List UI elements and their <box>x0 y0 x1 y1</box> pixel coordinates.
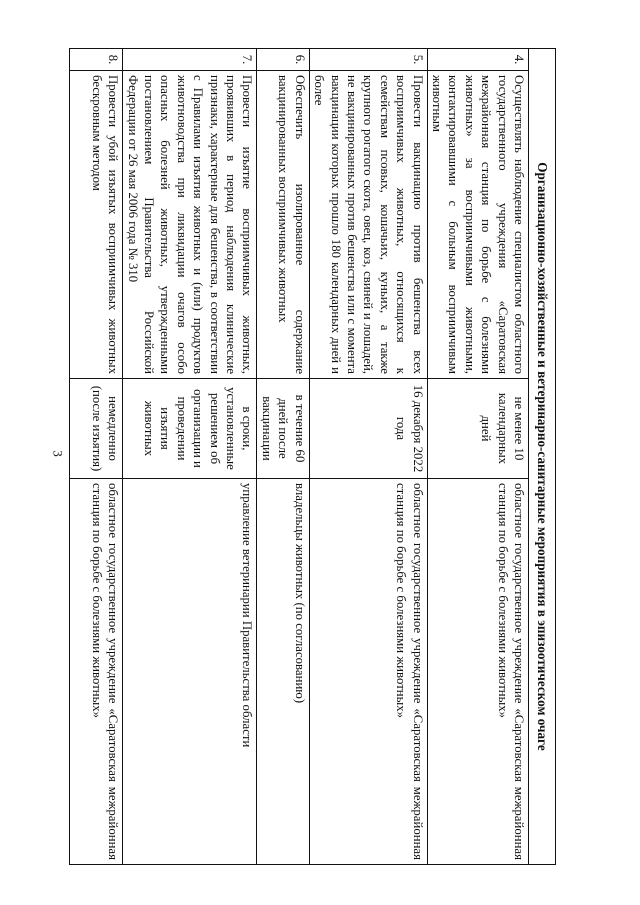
measure-term: в сроки, установленные решением об организации и проведении изъятия животных <box>123 379 257 479</box>
section-title: Организационно-хозяйственные и ветеринарно-санитарные мероприятия в эпизоотическом очаге <box>529 49 556 865</box>
rotated-page-content <box>84 48 556 864</box>
measure-description: Провести убой изъятых восприимчивых животных бескровным методом <box>70 71 123 379</box>
measure-term: в течение 60 дней после вакцинации <box>257 379 309 479</box>
table-row <box>70 49 123 865</box>
section-header-row <box>529 49 556 865</box>
table-row <box>309 49 427 865</box>
measure-term: не менее 10 календарных дней <box>427 379 528 479</box>
measure-description: Обеспечить изолированное содержание вакцинированных восприимчивых животных <box>257 71 309 379</box>
measure-responsible: областное государственное учреждение «Саратовская межрайонная станция по борьбе с болезнями животных» <box>70 479 123 865</box>
row-number: 5. <box>309 49 427 71</box>
measure-description: Провести изъятие восприимчивых животных, проявивших в период наблюдения клинические признаки, характерные для бешенства, в соответствии с Правилами изъятия животных и (или) продуктов животноводства при ликвидации очагов особо опасных болезней животных, утвержденными постановлением Правительства Российской Федерации от 26 мая 2006 года № 310 <box>123 71 257 379</box>
measure-description: Осуществлять наблюдение специалистом областного государственного учреждения «Саратовская межрайонная станция по борьбе с болезнями животных» за восприимчивыми животными, контактировавшими с больным восприимчивым животным <box>427 71 528 379</box>
table-row <box>257 49 309 865</box>
page-number: 3 <box>50 450 66 457</box>
measure-term: немедленно (после изъятия) <box>70 379 123 479</box>
row-number: 4. <box>427 49 528 71</box>
measure-term: 16 декабря 2022 года <box>309 379 427 479</box>
measure-responsible: владельцы животных (по согласованию) <box>257 479 309 865</box>
measure-description: Провести вакцинацию против бешенства всех восприимчивых животных, относящихся к семействам псовых, кошачьих, куньих, а также крупного рогатого скота, овец, коз, свиней и лошадей, не вакцинированных против бешенства или с момента вакцинации которых прошло 180 календарных дней и более <box>309 71 427 379</box>
row-number: 6. <box>257 49 309 71</box>
measure-responsible: областное государственное учреждение «Саратовская межрайонная станция по борьбе с болезнями животных» <box>427 479 528 865</box>
table-row <box>123 49 257 865</box>
table-row <box>427 49 528 865</box>
measures-table <box>69 48 556 865</box>
measure-responsible: управление ветеринарии Правительства области <box>123 479 257 865</box>
measure-responsible: областное государственное учреждение «Саратовская межрайонная станция по борьбе с болезнями животных» <box>309 479 427 865</box>
row-number: 7. <box>123 49 257 71</box>
row-number: 8. <box>70 49 123 71</box>
